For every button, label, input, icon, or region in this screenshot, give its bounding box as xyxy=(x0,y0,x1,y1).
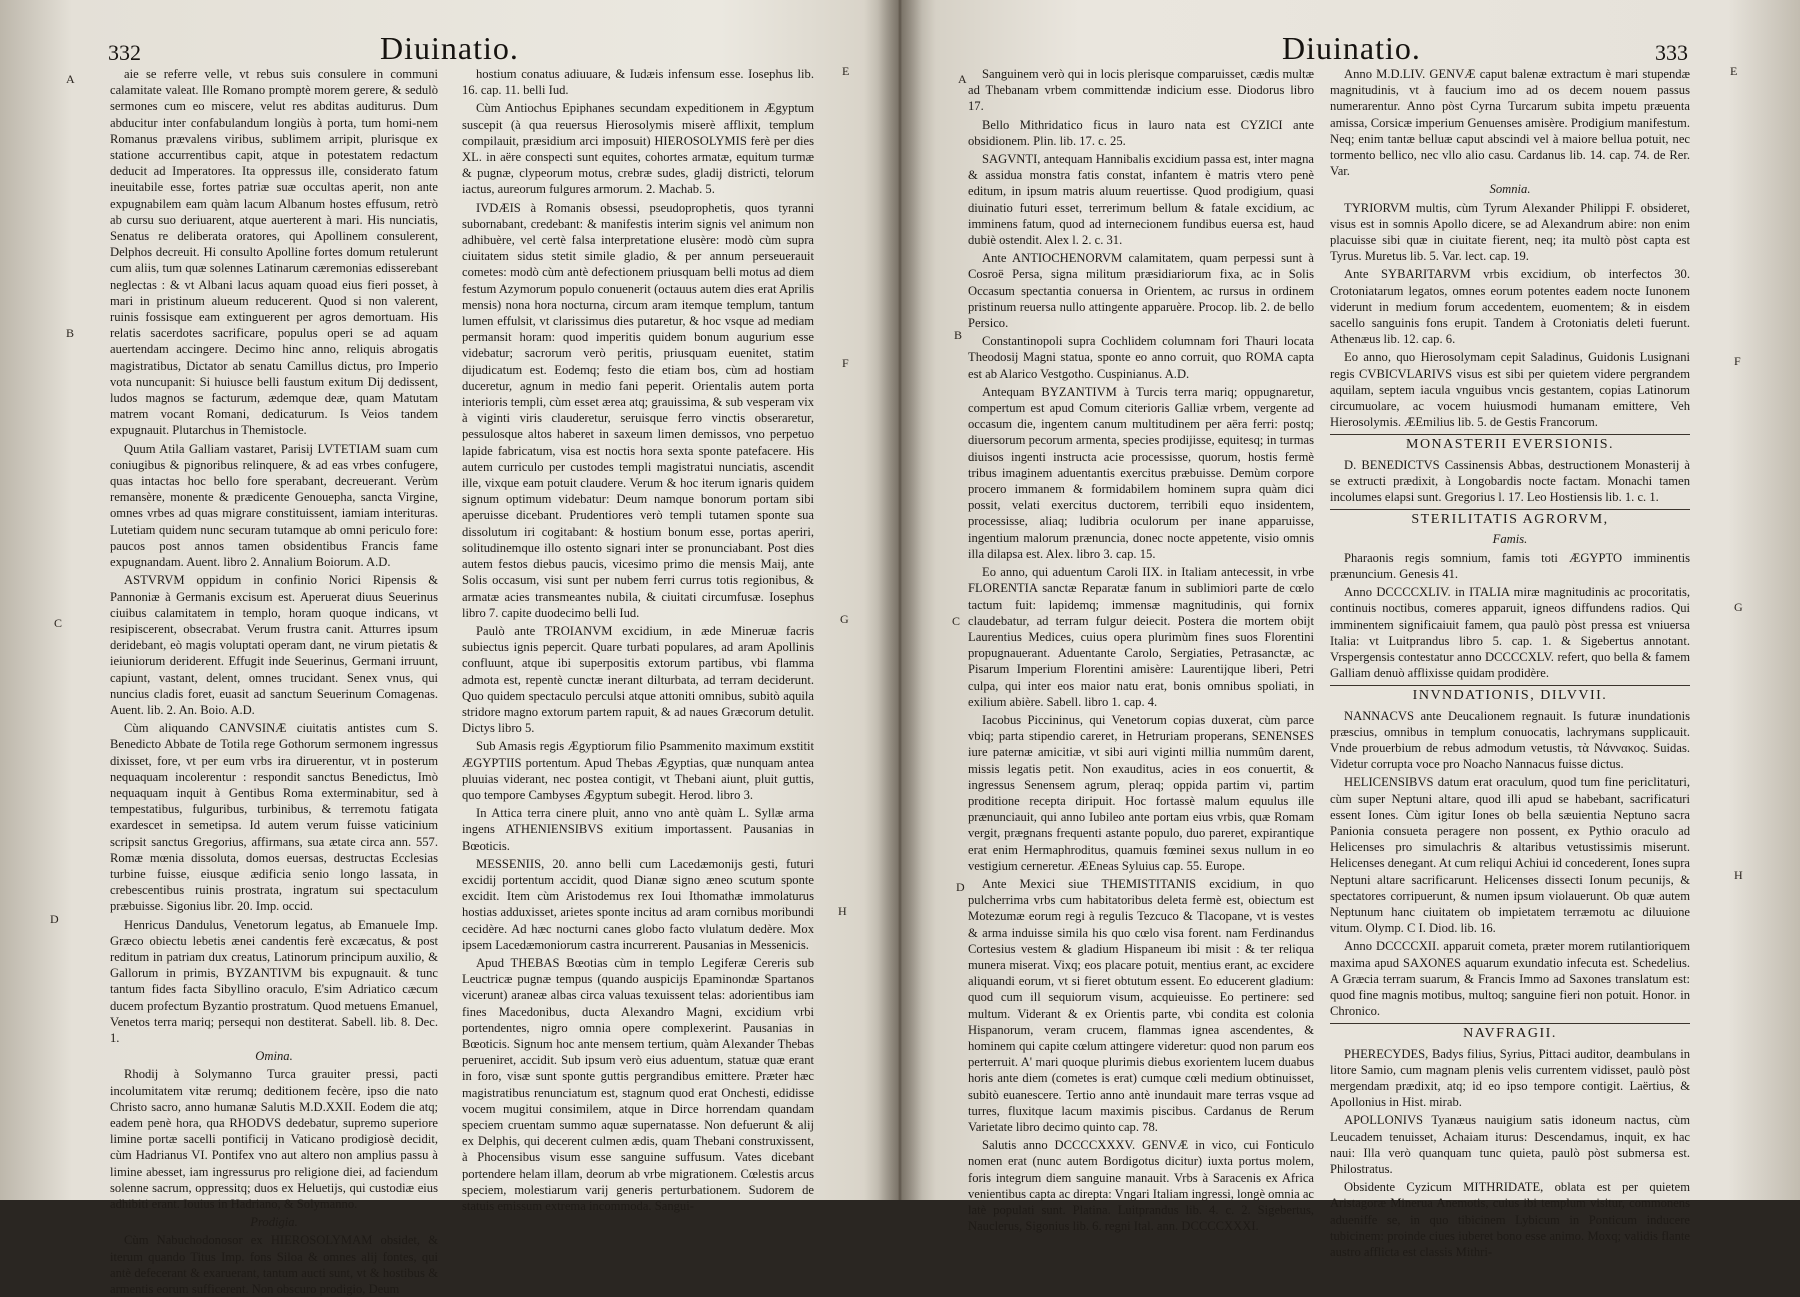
margin-letter: D xyxy=(956,880,965,894)
paragraph: Sub Amasis regis Ægyptiorum filio Psammenito maximum exstitit ÆGYPTIIS portentum. Apud Thebas Ægyptias, quæ nunquam antea pluuias viderant, nec postea contigit, vt Thebani aiunt, pluit guttis, quo tempore Cambyses Ægyptum subegit. Herod. libro 3. xyxy=(462,739,814,802)
paragraph: APOLLONIVS Tyanæus nauigium satis idoneum nactus, cùm Leucadem tenuisset, Achaiam iturus: Descendamus, inquit, ex hac naui: Illa verò quanquam tunc quieta, paulò pòst submersa est. Philostratus. xyxy=(1330,1113,1690,1176)
section-heading: NAVFRAGII. xyxy=(1330,1023,1690,1042)
margin-letter: E xyxy=(842,64,850,78)
paragraph: Sanguinem verò qui in locis plerisque comparuisset, cædis multæ ad Thebanam vrbem committendæ indicium esse. Diodorus libro 17. xyxy=(968,67,1314,114)
paragraph: Salutis anno DCCCCXXXV. GENVÆ in vico, cui Fonticulo nomen erat (nunc autem Bordigotus dicitur) iuxta portus molem, foris integrum diem sanguine manauit. Vrbs à Saracenis ex Africa venientibus capta ac direpta: Vngari Italiam ingressi, longè omnia ac latè populati sunt. Platina. Luitprandus lib. 4. c. 2. Sigebertus, Nauclerus, Sigonius lib. 6. regni Ital. ann. DCCCCXXXI. xyxy=(968,1138,1314,1234)
paragraph: MESSENIIS, 20. anno belli cum Lacedæmonijs gesti, futuri excidij portentum accidit, quod Dianæ signo æneo scutum sponte excidit. Item cùm Aristodemus rex Ioui Ithomathæ immolaturus hostias adduxisset, arietes sponte incitus ad aram cornibus moribundi cecidère. Ad hæc nocturni canes globo facto vlulatum dedère. Mox ipsem Lacedæmoniorum castra incurrerent. Pausanias in Messenicis. xyxy=(462,856,814,952)
section-heading: STERILITATIS AGRORVM, xyxy=(1330,509,1690,528)
left-page-number: 332 xyxy=(108,40,141,65)
subheading: Somnia. xyxy=(1489,182,1531,197)
subheading: Omina. xyxy=(255,1049,293,1064)
paragraph: TYRIORVM multis, cùm Tyrum Alexander Philippi F. obsideret, visus est in somnis Apollo dicere, se ad Alexandrum abire: non enim placuisse sibi quæ in ciuitate fierent, neq; ita multò pòst capta est Tyrus. Muretus lib. 5. Var. lect. cap. 19. xyxy=(1330,200,1690,264)
margin-letter: B xyxy=(954,328,963,342)
left-running-title: Diuinatio. xyxy=(380,30,519,66)
paragraph: Ante SYBARITARVM vrbis excidium, ob interfectos 30. Crotoniatarum legatos, omnes eorum potentes eadem nocte Iunonem viderunt in medium forum accedentem, euomentem; & in eisdem sacello sanguinis fons erupit. Tandem à Crotoniatis deleti fuerunt. Athenæus lib. 12. cap. 6. xyxy=(1330,267,1690,347)
paragraph: Anno DCCCCXII. apparuit cometa, præter morem rutilantioriquem maxima apud SAXONES aquarum exundatio infecuta est. Schedelius. A Græcia terram suarum, & Francis Immo ad Saxones translatum est: quod fine magnis motibus, multoq; sanguine fieri non potuit. Honor. in Chronico. xyxy=(1330,939,1690,1019)
paragraph: NANNACVS ante Deucalionem regnauit. Is futuræ inundationis præscius, omnibus in templum conuocatis, lachrymans supplicauit. Vnde prouerbium de rebus admodum vetustis, τὰ Νάννακος. Suidas. Videtur corrupta voce pro Noacho Nannacus fuisse dictus. xyxy=(1330,708,1690,772)
margin-letter: F xyxy=(1734,354,1741,368)
margin-letter: H xyxy=(838,904,847,918)
right-page-number: 333 xyxy=(1655,40,1688,65)
margin-letter: G xyxy=(840,612,849,626)
paragraph: Anno DCCCCXLIV. in ITALIA miræ magnitudinis ac procoritatis, continuis noctibus, comeres apparuit, igneos diffundens radios. Qui imminentem significaiuit famem, qua paulò pòst pressa est vniuersa Italia: vt Luitprandus libro 5. cap. 1. & Sigebertus annotant. Vrspergensis contestatur anno DCCCCXLV. refert, quo bella & famem Galliam denuò afflixisse quidam prodidère. xyxy=(1330,585,1690,681)
paragraph: aie se referre velle, vt rebus suis consulere in communi calamitate valeat. Ille Romano promptè morem gerere, & sedulò sermones cum eo miscere, velut res abditas auditurus. Dum abducitur inter confabulandum longiùs à porta, tum homi-nem Romanus prævalens viribus, sublimem arripit, plurisque ex statione accurrentibus capit, atque in potestatem redactum deducit ad Imperatores. Ita oppressus ille, considerato fatum ineuitabile esse, fortes patriæ suæ occultas aperit, non ante expugnabilem eam quàm lacum Albanum hostes effusum, retrò ab cursu suo deriuarent, atque auerterent à mari. His nunciatis, Senatus re deliberata oratores, qui Apollinem consulerent, Delphos decreuit. Hi consulto Apolline fortes domum retulerunt cum aliis, tum quæ solennes Latinarum cæremonias edisserebant neglectas : & vt Albani lacus aquam quoad eius fieri posset, à mari in pristinum alueum reducerent. Quod si non valerent, ruinis fossisque eam extinguerent per agros demortuam. His relatis sacerdotes sacrificare, populus operi se ad aquam auertendam accingere. Decimo hinc anno, reliquis abrogatis magistratibus, Dictator ab senatu Camillus dictus, pro Imperio vota nuncupanit: Si huiusce belli faustum exitum Dij dedissent, ludos magnos se facturum, ædemque deæ, quam Matutam matrem vocant Romani, dedicaturum. Is Veios tandem expugnauit. Plutarchus in Themistocle. xyxy=(110,67,438,438)
left-page xyxy=(0,0,880,1297)
paragraph: Pharaonis regis somnium, famis toti ÆGYPTO imminentis prænuncium. Genesis 41. xyxy=(1330,550,1690,581)
right-column-1 xyxy=(968,66,1314,1234)
section-heading: INVNDATIONIS, DILVVII. xyxy=(1330,685,1690,704)
paragraph: Paulò ante TROIANVM excidium, in æde Mineruæ facris subiectus ignis pepercit. Quare turbati populares, ad aram Apollinis confluunt, atque ibi superpositis extorum partibus, vbi flamma admota est, repentè cunctæ inerant dilturbata, ad terram deciderunt. Quo quidem spectaculo perculsi atque attoniti omnibus, subitò aquila stridore magno extorum partem rapuit, & ad naues Græcorum detulit. Dictys libro 5. xyxy=(462,623,814,736)
margin-letter: E xyxy=(1730,64,1738,78)
right-column-2 xyxy=(1330,66,1690,1260)
paragraph: Ante ANTIOCHENORVM calamitatem, quam perpessi sunt à Cosroë Persa, signa militum præsidiariorum fixa, ac in Solis Occasum spectantia conuersa in Orientem, ac rursus in ordinem pristinum reuersa nullo attingente apparuère. Procop. lib. 2. de bello Persico. xyxy=(968,251,1314,331)
paragraph: Cùm aliquando CANVSINÆ ciuitatis antistes cum S. Benedicto Abbate de Totila rege Gothorum sermonem ingressus dixisset, fore, vt per eum vrbs ira diruerentur, vt in posterum nequaquam incolerentur : respondit sanctus Benedictus, Imò nequaquam inquit à Gentibus Roma exterminabitur, sed à tempestatibus, fulguribus, turbinibus, & terremotu fatigata exardescet in semetipsa. Id autem verum fuisse vaticinium scripsit sanctus Gregorius, affirmans, sua ætate circa ann. 557. Romæ mœnia dissoluta, domos euersas, destructas Ecclesias turbine fuisse, eiusque ædificia senio longo lassata, in crebescentibus ruinis prostrata, ingratum sui spectaculum præbuisse. Sigonius libr. 20. Imp. occid. xyxy=(110,721,438,914)
paragraph: SAGVNTI, antequam Hannibalis excidium passa est, inter magna & assidua monstra fatis constat, infantem è matris vtero penè editum, in ipsum matris aluum reuertisse. Quod prodigium, quasi diuinatio futuri esset, terrerimum bellum & fatale excidium, ac imminens fatum, quod ad internecionem fundibus euersa est, haud dubiè ostendit. Alex l. 2. c. 31. xyxy=(968,152,1314,248)
paragraph: IVDÆIS à Romanis obsessi, pseudoprophetis, quos tyranni subornabant, credebant: & manifestis interim signis vel animum non adhibuère, vel certè falsa interpretatione elusère: modò cùm supra ciuitatem sidus stetit simile gladio, & per annum perseuerauit cometes: modò cùm antè defectionem priusquam belli motus ad diem festum Azymorum populo conuenerit (octauus autem dies erat Aprilis mensis) nona hora nocturna, circum aram itemque templum, tantum lumen effulsit, vt clarissimus dies putaretur, & hoc vsque ad mediam permansit horam: quod imperitis quidem bonum augurium esse videbatur; sacrorum verò peritis, priusquam euenitet, statim dijudicatum est. Eodemq; festo die etiam bos, cùm ad hostiam duceretur, agnum in medio fani peperit. Orientalis autem porta interioris templi, cùm esset ærea atq; grauissima, & sub vesperam vix à viginti viris clauderetur, seruisque ferro vinctis obseraretur, pessulosque altos haberet in saxeum limen demissos, vno perpetuo lapide fabricatum, visa est noctis hora sexta sponte patefacere. His autem curriculo per custodes templi magistratui nunciatis, ascendit ille, vixque eam potuit claudere. Verum & hoc iterum ignaris quidem signum optimum videbatur: Deum namque bonorum portam sibi aperuisse dicebant. Prudentiores verò templi tutamen sponte sua dissolutum iri cogitabant: & hostium bonum esse, portas aperiri, solitudinemque illo ostento signari inter se pronunciabant. Post dies autem festos diebus paucis, vicesimo primo die mensis Maij, ante Solis occasum, visi sunt per nubem ferri currus totis regionibus, & armatæ acies transmeantes nubila, & ciuitati circumfusæ. Iosephus libro 7. capite duodecimo belli Iud. xyxy=(462,200,814,620)
paragraph: Eo anno, quo Hierosolymam cepit Saladinus, Guidonis Lusignani regis CVBICVLARIVS visus est sibi per quietem videre pergrandem aquilam, septem iacula vnguibus vncis gestantem, copias Latinorum circumuolare, ac vocem huiusmodi humanam emittere, Veh Hierosolymis. ÆEmilius lib. 5. de Gestis Francorum. xyxy=(1330,350,1690,430)
paragraph: Henricus Dandulus, Venetorum legatus, ab Emanuele Imp. Græco obiectu lebetis ænei candentis ferè excæcatus, & post reditum in patriam dux creatus, Latinorum principum auxilio, & Gallorum in primis, BYZANTIVM bis expugnauit. & tunc tantum fides facta Sibyllino oraculo, E'sim Adriatico cæcum ducem profectum Byzantio prostratum. Quod metuens Emanuel, Venetos terra mariq; persequi non destiterat. Sabell. lib. 8. Dec. 1. xyxy=(110,917,438,1045)
subheading: Prodigia. xyxy=(250,1215,298,1230)
margin-letter: C xyxy=(952,614,961,628)
margin-letter: C xyxy=(54,616,63,630)
book-gutter xyxy=(878,0,922,1200)
paragraph: Cùm Antiochus Epiphanes secundam expeditionem in Ægyptum suscepit (à qua reuersus Hierosolymis miserè afflixit, templum compilauit, præsidium arci imposuit) HIEROSOLYMIS ferè per dies XL. in aëre conspecti sunt equites, cohortes armatæ, equitum turmæ & pugnæ, clypeorum motus, crebræ sudes, gladij districti, telorum iactus, aureorum fulgures armorum. 2. Machab. 5. xyxy=(462,101,814,197)
right-page xyxy=(920,0,1800,1260)
paragraph: Cùm Nabuchodonosor ex HIEROSOLYMAM obsidet, & iterum quando Titus Imp. fons Siloa & omnes alij fontes, qui antè defecerant & exaruerant, tantum aucti sunt, vt & hostibus & armentis eorum sufficerent. Non obscuro prodigio, Deum xyxy=(110,1233,438,1297)
paragraph: Antequam BYZANTIVM à Turcis terra mariq; oppugnaretur, compertum est apud Comum citerioris Galliæ vrbem, vergente ad occasum die, ingentem canum multitudinem per aëra ferri: postq; diuersorum pecorum armenta, species prodijisse, equitesq; in turmas diuisos ingenti instructa acie processisse, quorum, hostis fermè tribus imaginem aduentantis exercitus præbuisse. Demùm corpore procero immanem & formidabilem hominem supra quàm dici possit, velati exercitus ductorem, terribili equo insidentem, processisse, aliaq; ludibria oculorum per inane apparuisse, ingentium malorum prænuncia, donec nocte appetente, visio omnis illa dilapsa est. Alex. libro 3. cap. 15. xyxy=(968,384,1314,561)
paragraph: D. BENEDICTVS Cassinensis Abbas, destructionem Monasterij à se extructi prædixit, à Longobardis nocte factam. Monachi tamen incolumes elapsi sunt. Gregorius l. 17. Leo Hostiensis lib. 1. c. 1. xyxy=(1330,457,1690,505)
paragraph: ASTVRVM oppidum in confinio Norici Ripensis & Pannoniæ à Germanis excisum est. Aperuerat diuus Seuerinus ciuibus calamitatem in templo, horam quoque indicans, vt resipiscerent, obsecrabat. Verum frustra canit. Atturres ipsum deridebant, eò magis voluptati operam dant, ne virum pietatis & ieiuniorum deriderent. Effugit inde Seuerinus, Germani irruunt, capiunt, vastant, delent, omnes trucidant. Senex vnus, qui nuncius cladis foret, euasit ad sanctum Seuerinum Comagenas. Auent. lib. 2. An. Boio. A.D. xyxy=(110,573,438,717)
margin-letter: B xyxy=(66,326,75,340)
paragraph: HELICENSIBVS datum erat oraculum, quod tum fine periclitaturi, cùm super Neptuni altare, quod illi apud se habebant, sacrificaturi essent Iones. Cùm igitur Iones ob bella sæuientia Neptuno sacra Panionia consueta peragere non possent, ex Pythio oraculo ad Helicenses pro simulachris & altaribus vetustissimis miserunt. Helicenses denegant. At cum reliqui Achiui id concederent, Iones supra Neptuni altare sacrificarunt. Helicenses dissecti Ionum pecunijs, & spectatores corripuerunt, & numen ipsum violauerunt. Ob quæ autem Neptunum hanc ciuitatem ob impietatem terræmotu ac diluuione vitum. Olymp. C I. Diod. lib. 16. xyxy=(1330,775,1690,936)
paragraph: Quum Atila Galliam vastaret, Parisij LVTETIAM suam cum coniugibus & pignoribus relinquere, & ad eas vrbes confugere, quas intactas hoc bello fore sperabant, decreuerant. Verùm remansère, monente & prædicente Genouepha, sancta Virgine, omnes vrbes ad quas migrare constituissent, iamiam interituras. Lutetiam quidem nunc securam tutamque ab omni periculo fore: paucos post annos tamen obsidentibus Francis fame expugnandam. Auent. libro 2. Annalium Boiorum. A.D. xyxy=(110,441,438,570)
margin-letter: A xyxy=(66,72,75,86)
margin-letter: F xyxy=(842,356,849,370)
paragraph: Ante Mexici siue THEMISTITANIS excidium, in quo pulcherrima vrbs cum habitatoribus deleta fermè est, obiectum est Motezumæ eorum regi à regulis Tezcuco & Tlacopane, vt is vestes & arma induisse simila his quo cœlo visa forent. nam Ferdinandus Cortesius vestem & gladium Hispaneum ibi misit : & ter reliqua munera miserat. Vixq; eos placare potuit, mentius erant, ac excidere aliquandi eorum, vt si fieret obtutum essent. Eo educerent gladium: quod cum ill sequiorum visum, acquieuisse. Eo pertinere: sed multum. Viderant & ex Orientis parte, vbi condita est colonia Hispanorum, veram crucem, flammas ignea ascendentes, & hominem qui capite cœlum attingere videretur: quod non parum eos perterruit. A' mari quoque plurimis diebus exorientem lucem duabus horis ante diem (cometes is erat) cumque cœli medium obtinuisset, subitò euanescere. Tertio anno antè inundauit mare terras vsque ad turres, fluxitque lacum maximis piscibus. Cardanus de Rerum Varietate libro decimo quinto cap. 78. xyxy=(968,876,1314,1134)
margin-letter: G xyxy=(1734,600,1743,614)
margin-letter: A xyxy=(958,72,967,86)
paragraph: Iacobus Piccininus, qui Venetorum copias duxerat, cùm parce vbiq; parta stipendio careret, in Hetruriam properans, SENENSES iure paternæ amicitiæ, vt sibi auri viginti millia nummûm darent, missis legatis petit. Non exauditus, acies in eos conuertit, & ingressus Senensem agrum, pleraq; oppida partim vi, partim proditione recepta diripuit. Hoc fortassè malum equulus ille prænunciauit, qui anno Iubileo ante portam eius vrbis, quæ Romam vergit, prægnans frequenti astante populo, duo pareret, expirantique erat enim Hermaphroditus, quamuis fœminei sexus nullum in eo vestigium cerneretur. ÆEneas Syluius cap. 55. Europe. xyxy=(968,712,1314,873)
margin-letter: H xyxy=(1734,868,1743,882)
right-running-title: Diuinatio. xyxy=(1282,30,1421,66)
section-heading: MONASTERII EVERSIONIS. xyxy=(1330,434,1690,453)
left-column-1 xyxy=(110,66,438,1297)
paragraph: PHERECYDES, Badys filius, Syrius, Pittaci auditor, deambulans in litore Samio, cum magnam plenis velis currentem vidisset, paulò pòst mergendam prædixit, atq; id eo ipso tempore contigit. Laërtius, & Apollonius in Hist. mirab. xyxy=(1330,1046,1690,1110)
paragraph: Constantinopoli supra Cochlidem columnam fori Thauri locata Theodosij Magni statua, sponte eo anno corruit, quo ROMA capta est ab Alarico Vestgotho. Cuspinianus. A.D. xyxy=(968,334,1314,381)
paragraph: Bello Mithridatico ficus in lauro nata est CYZICI ante obsidionem. Plin. lib. 17. c. 25. xyxy=(968,117,1314,148)
paragraph: Obsidente Cyzicum MITHRIDATE, oblata est per quietem Aristagoræ Minerua Anemotis, cuius ibi templum visitur, commonens adueniffe se, in quo tibicinem Lybicum in Ponticum inducere tubicinem: proinde ciues iuberet bono esse animo. Moxq; validis flante austro afflicta est classis Mithri- xyxy=(1330,1180,1690,1260)
paragraph: In Attica terra cinere pluit, anno vno antè quàm L. Syllæ arma ingens ATHENIENSIBVS exitium importassent. Pausanias in Bœoticis. xyxy=(462,806,814,853)
paragraph: Eo anno, qui aduentum Caroli IIX. in Italiam antecessit, in vrbe FLORENTIA sanctæ Reparatæ fanum in sublimiori parte de cœlo tactum fuit: lapidemq; immensæ magnitudinis, qui fornix claudebatur, ad terram fulgur deiecit. Postera die mortem obijt Laurentius Medices, cuius opera plurimùm fines suos Florentini propugnauerant. Aduentante Carolo, Sergiaties, Petrasanctæ, ac Pisarum Imperium Florentini amisère: Laurentijque liberi, Petri culpa, qui inter eos maior natu erat, bonis omnibus spoliati, in exilium abière. Sabell. libro 1. cap. 4. xyxy=(968,565,1314,709)
paragraph: Rhodij à Solymanno Turca grauiter pressi, pacti incolumitatem vitæ rerumq; deditionem fecère, ipso die nato Christo sacro, anno humanæ Salutis M.D.XXII. Eodem die atq; eadem penè hora, qua RHODVS dedebatur, supremo superiore limine portæ sacelli pontificij in Vaticano prodigiosè decidit, cùm Hadrianus VI. Pontifex vno aut altero non amplius passu à limine abesset, iam ingressurus pro religione diei, ad faciendum solenne sacrum, oppressitq; duos ex Heluetijs, qui custodiæ eius adhibiti erant. Iouius in Hadriano, & Solymanno. xyxy=(110,1067,438,1212)
paragraph: hostium conatus adiuuare, & Iudæis infensum esse. Iosephus lib. 16. cap. 11. belli Iud. xyxy=(462,67,814,98)
subheading: Famis. xyxy=(1492,532,1528,547)
left-column-2 xyxy=(462,66,814,1214)
paragraph: Apud THEBAS Bœotias cùm in templo Legiferæ Cereris sub Leuctricæ pugnæ tempus (quando auspicijs Epaminondæ Spartanos vicerunt) araneæ albas circa valuas texuissent telas: adorientibus iam fines Macedonibus, ducta Alexandro Magni, excidium vrbi portendentes, nigro omnia opere complexerint. Pausanias in Bœoticis. Signum hoc ante mensem tertium, quàm Alexander Thebas perueniret, accidit. Sub ipsum verò eius aduentum, statuæ quæ erant in foro, visæ sunt sponte guttis pergrandibus emittere. Præter hæc magistratibus renunciatum est, stagnum quod erat Onchesti, edidisse vocem mugitui consimilem, atque in Dirce horrendam quandam speciem cruentam summo aquæ supernatasse. Non defuerunt & alij ex Delphis, qui decerent culmen ædis, quam Thebani construxissent, à Phocensibus visum esse sanguine suffusum. Vates dicebant portendere helam illam, deorum ab vrbe migrationem. Cœlestis arcus speciem, molestiarum varij generis perturbationem. Sudorem de statuis emissum extrema incommoda. Sangui- xyxy=(462,955,814,1214)
paragraph: Anno M.D.LIV. GENVÆ caput balenæ extractum è mari stupendæ magnitudinis, vt à faucium imo ad os decem nouem passus numerarentur. Anno pòst Cyrna Turcarum subita impetu præuenta amissa, Corsicæ imperium Genuenses amisère. Prodigium manifestum. Neq; enim tantæ belluæ caput abscindi vel à maiore bellua potuit, nec tormento bellico, nec vllo alio casu. Cardanus lib. 14. cap. 74. de Rer. Var. xyxy=(1330,67,1690,179)
margin-letter: D xyxy=(50,912,59,926)
